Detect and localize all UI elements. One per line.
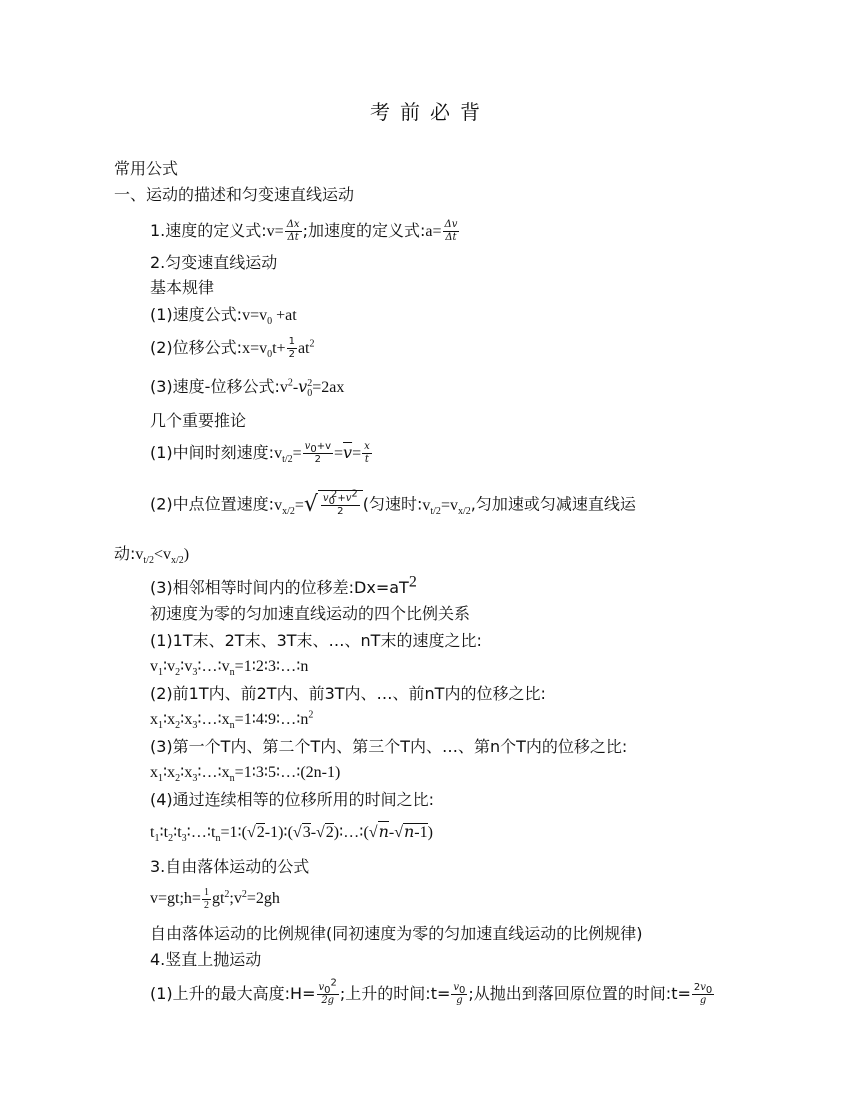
mid-time-velocity: (1)中间时刻速度$:v_{t/2}=$ $\frac{v_0+v}{2}$ $=\overline{v}=$ $\frac{x}{t}$ — [150, 441, 370, 466]
basic-laws-heading: 基本规律 — [150, 278, 215, 297]
free-fall-heading: 3.自由落体运动的公式 — [150, 857, 310, 876]
ratio-heading: 初速度为零的匀加速直线运动的四个比例关系 — [150, 604, 471, 623]
uniform-acceleration-heading: 2.匀变速直线运动 — [150, 253, 278, 272]
ratio-3-formula: $x_1∶x_2∶x_3∶\dots∶x_n=1∶3∶5∶\dots∶(2n-1)$ — [150, 764, 341, 785]
ratio-2-formula: $x_1∶x_2∶x_3∶\dots∶x_n=1∶4∶9∶\dots∶n^2$ — [150, 709, 314, 732]
mid-position-velocity-continued: 动$:v_{t/2}<v_{x/2}$) — [114, 544, 190, 567]
section-heading: 常用公式 — [114, 159, 179, 178]
displacement-difference: (3)相邻相等时间内的位移差$:Dx=aT^2$ — [150, 573, 417, 597]
chapter-heading: 一、运动的描述和匀变速直线运动 — [114, 185, 355, 204]
mid-position-velocity: (2)中点位置速度$:v_{x/2}=$ √ $\frac{v_0^2+v^2}{2}$ (匀速时$:v_{t/2}=v_{x/2}$,匀加速或匀减速直线运 — [150, 490, 636, 520]
ratio-1-label: (1)1T末、2T末、3T末、…、nT末的速度之比: — [150, 631, 482, 650]
ratio-3-label: (3)第一个T内、第二个T内、第三个T内、…、第n个T内的位移之比: — [150, 737, 628, 756]
free-fall-ratio: 自由落体运动的比例规律(同初速度为零的匀加速直线运动的比例规律) — [150, 924, 643, 943]
free-fall-formulas: v=gt;h= $\frac{1}{2}$ $gt^2;v^2=2gh$ — [150, 887, 280, 911]
displacement-formula: (2)位移公式$:x=v_0t+$ $\frac{1}{2}$ $at^2$ — [150, 336, 315, 361]
ratio-2-label: (2)前1T内、前2T内、前3T内、…、前nT内的位移之比: — [150, 684, 546, 703]
vertical-throw-heading: 4.竖直上抛运动 — [150, 950, 262, 969]
ratio-4-formula: $t_1∶t_2∶t_3∶\dots∶t_n=1∶(√2-1)∶(√3-√2)∶\dots∶(√n-√n-1)$ — [150, 822, 433, 845]
vertical-throw-formulas: (1)上升的最大高度:H= $\frac{v_0^2}{2g}$ ;上升的时间:t= $\frac{v_0}{g}$ ;从抛出到落回原位置的时间:t= $\frac{2v_0}{g}$ — [150, 977, 713, 1006]
ratio-4-label: (4)通过连续相等的位移所用的时间之比: — [150, 790, 435, 809]
velocity-displacement-formula: (3)速度-位移公式$:v^2-v_0^2=2ax$ — [150, 377, 345, 400]
ratio-1-formula: $v_1∶v_2∶v_3∶\dots∶v_n=1∶2∶3∶\dots∶n$ — [150, 658, 309, 679]
page-title: 考前必背 — [370, 100, 490, 124]
velocity-formula: (1)速度公式$:v=v_0 +at$ — [150, 305, 297, 328]
inferences-heading: 几个重要推论 — [150, 411, 247, 430]
definition-formulas: 1.速度的定义式:v= $\frac{\Delta x}{\Delta t}$ ;加速度的定义式:a= $\frac{\Delta v}{\Delta t}$ — [150, 219, 458, 243]
